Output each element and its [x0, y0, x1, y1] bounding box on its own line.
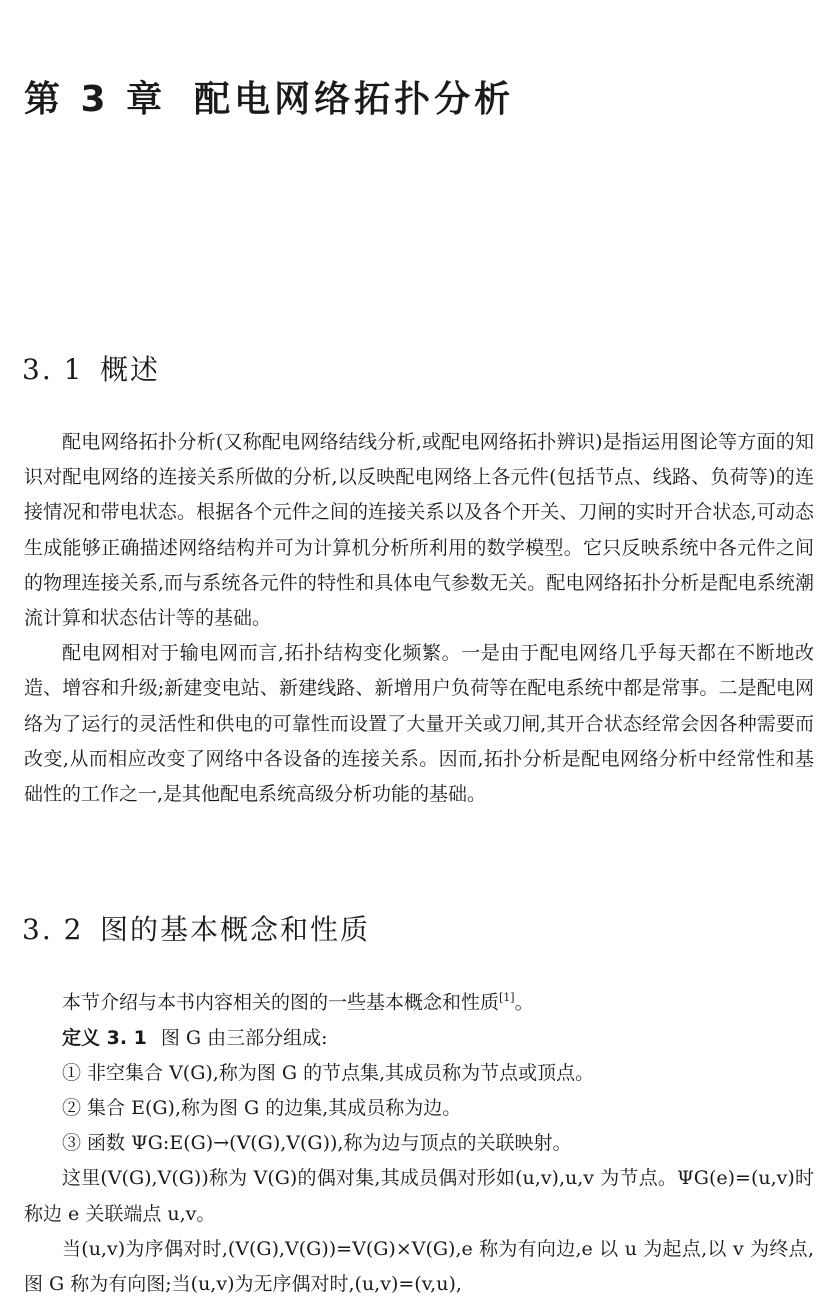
- list-item: ① 非空集合 V(G),称为图 G 的节点集,其成员称为节点或顶点。: [62, 1061, 595, 1084]
- paragraph: 配电网相对于输电网而言,拓扑结构变化频繁。一是由于配电网络几乎每天都在不断地改造、增容和升级;新建变电站、新建线路、新增用户负荷等在配电系统中都是常事。二是配电网络为了运行的灵活性和供电的可靠性而设置了大量开关或刀闸,其开合状态经常会因各种需要而改变,从而相应改变了网络中各设备的连接关系。因而,拓扑分析是配电网络分析中经常性和基础性的工作之一,是其他配电系统高级分析功能的基础。: [24, 642, 814, 806]
- chapter-title-text: 配电网络拓扑分析: [194, 79, 515, 120]
- paragraph: 这里(V(G),V(G))称为 V(G)的偶对集,其成员偶对形如(u,v),u,v 为节点。ΨG(e)=(u,v)时称边 e 关联端点 u,v。: [24, 1167, 814, 1225]
- paragraph: 当(u,v)为序偶对时,(V(G),V(G))=V(G)×V(G),e 称为有向边,e 以 u 为起点,以 v 为终点,图 G 称为有向图;当(u,v)为无序偶对时,(u,v)=(v,u),: [24, 1237, 814, 1295]
- chapter-title: [24, 70, 514, 130]
- paragraph: 配电网络拓扑分析(又称配电网络结线分析,或配电网络拓扑辨识)是指运用图论等方面的知识对配电网络的连接关系所做的分析,以反映配电网络上各元件(包括节点、线路、负荷等)的连接情况和带电状态。根据各个元件之间的连接关系以及各个开关、刀闸的实时开合状态,可动态生成能够正确描述网络结构并可为计算机分析所利用的数学模型。它只反映系统中各元件之间的物理连接关系,而与系统各元件的特性和具体电气参数无关。配电网络拓扑分析是配电系统潮流计算和状态估计等的基础。: [24, 431, 814, 630]
- intro-text: 本节介绍与本书内容相关的图的一些基本概念和性质: [62, 991, 500, 1014]
- section-title: 概述: [100, 353, 161, 386]
- section-number: 3. 1: [22, 353, 84, 386]
- section-title: 图的基本概念和性质: [100, 913, 371, 946]
- citation-ref: [1]: [499, 991, 515, 1004]
- chapter-number: 第 3 章: [24, 79, 167, 120]
- section-heading-overview: [22, 348, 160, 392]
- intro-end: 。: [514, 991, 534, 1014]
- graph-basics-body: [24, 980, 814, 1302]
- definition: [24, 1021, 814, 1056]
- section-number: 3. 2: [22, 913, 84, 946]
- list-item: ② 集合 E(G),称为图 G 的边集,其成员称为边。: [62, 1096, 462, 1119]
- list-item: ③ 函数 ΨG:E(G)→(V(G),V(G)),称为边与顶点的关联映射。: [62, 1132, 572, 1155]
- definition-text: 图 G 由三部分组成:: [160, 1026, 328, 1049]
- overview-body: [24, 425, 814, 812]
- definition-label: 定义 3. 1: [62, 1026, 147, 1049]
- paragraph-intro: [24, 980, 814, 1021]
- section-heading-graph-basics: [22, 908, 370, 952]
